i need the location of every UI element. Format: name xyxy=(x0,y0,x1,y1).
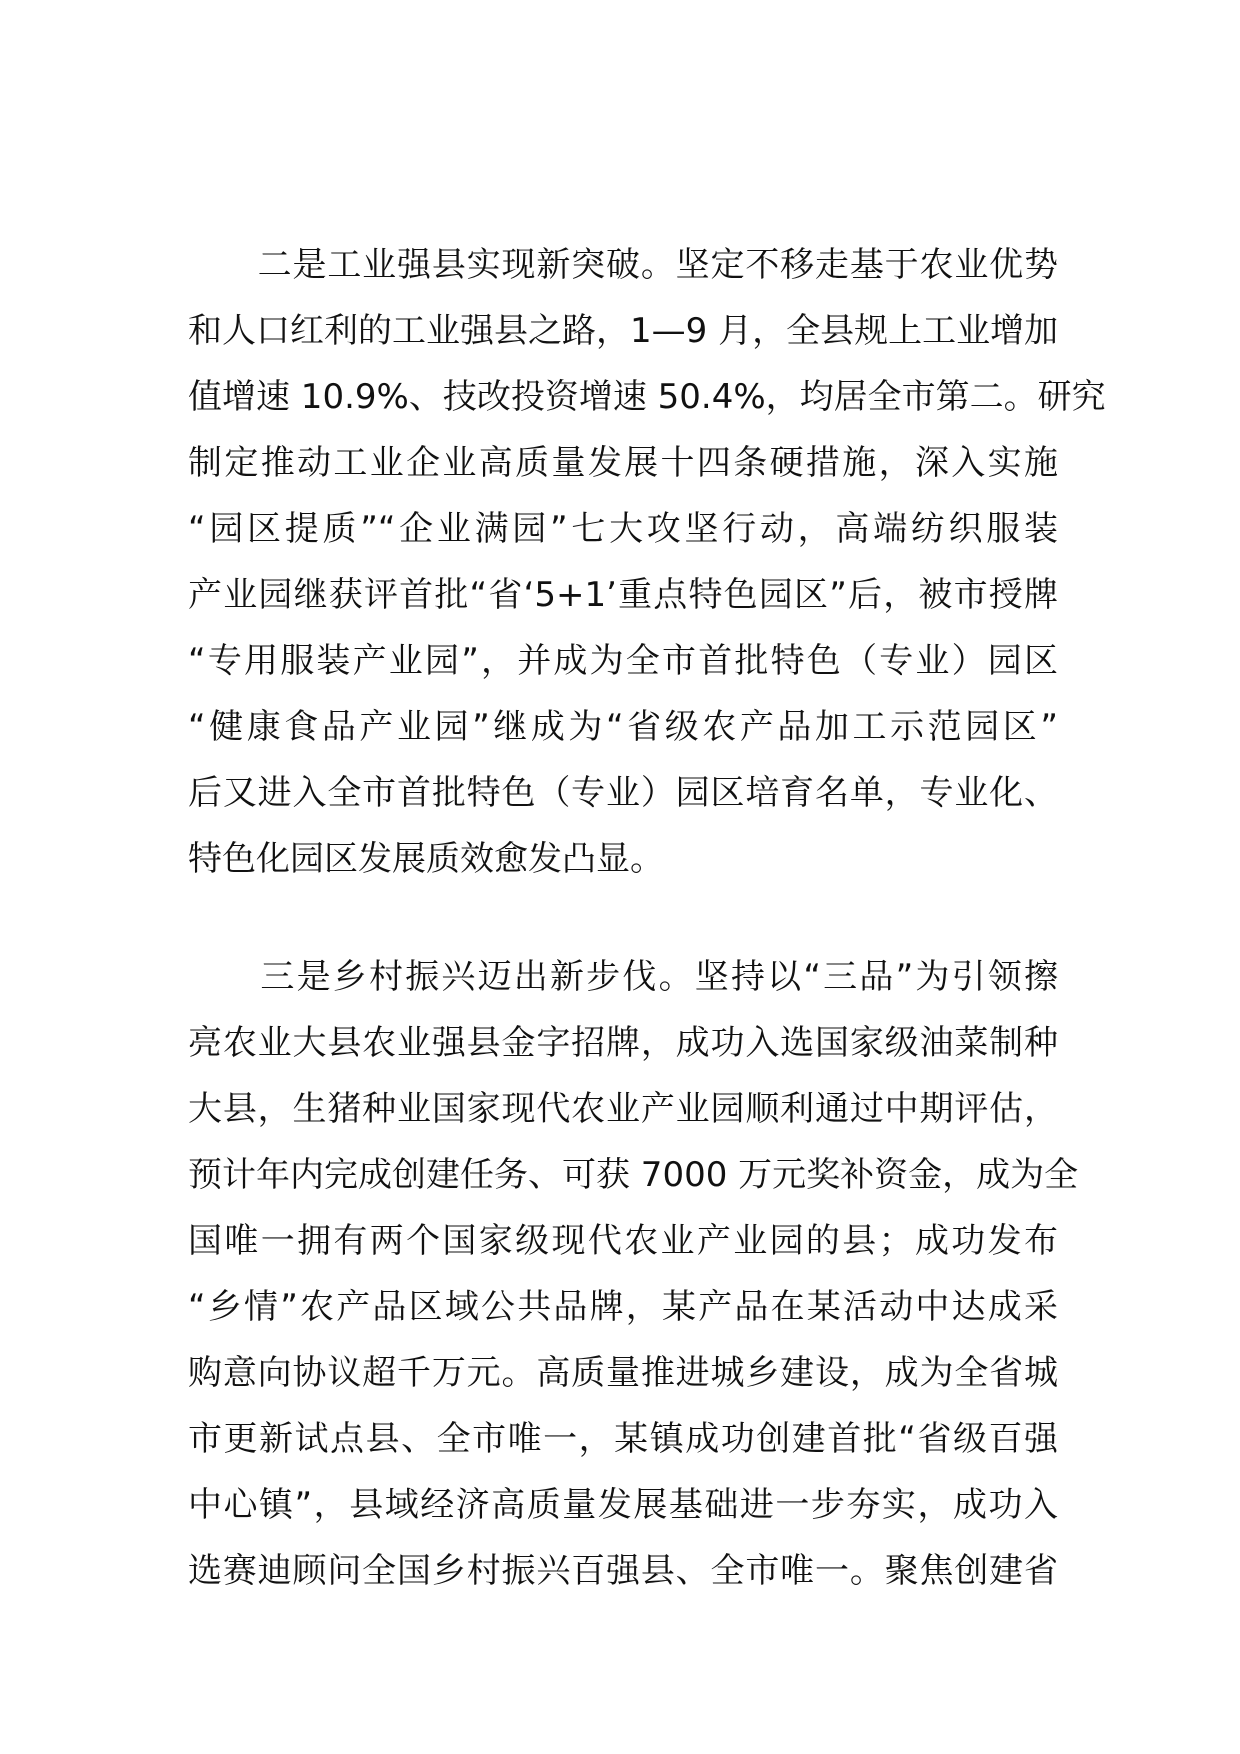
text-line: 预计年内完成创建任务、可获 7000 万元奖补资金，成为全 xyxy=(188,1155,1079,1195)
text-line: 亮农业大县农业强县金字招牌，成功入选国家级油菜制种 xyxy=(188,1023,1058,1063)
text-line: 三是乡村振兴迈出新步伐。坚持以“三品”为引领擦 xyxy=(188,957,1058,997)
paragraph-industry xyxy=(188,232,1106,892)
text-line: “乡情”农产品区域公共品牌，某产品在某活动中达成采 xyxy=(188,1287,1058,1327)
text-line: 值增速 10.9%、技改投资增速 50.4%，均居全市第二。研究 xyxy=(188,377,1106,417)
text-line: “健康食品产业园”继成为“省级农产品加工示范园区” xyxy=(188,707,1058,747)
text-line: 制定推动工业企业高质量发展十四条硬措施，深入实施 xyxy=(188,443,1058,483)
text-line: “专用服装产业园”，并成为全市首批特色（专业）园区 xyxy=(188,641,1058,681)
text-line: 市更新试点县、全市唯一，某镇成功创建首批“省级百强 xyxy=(188,1419,1058,1459)
text-line: “园区提质”“企业满园”七大攻坚行动，高端纺织服装 xyxy=(188,509,1058,549)
text-line: 大县，生猪种业国家现代农业产业园顺利通过中期评估， xyxy=(188,1089,1058,1129)
text-line: 产业园继获评首批“省‘5+1’重点特色园区”后，被市授牌 xyxy=(188,575,1058,615)
paragraph-rural-revitalization xyxy=(188,944,1079,1604)
text-line: 和人口红利的工业强县之路，1—9 月，全县规上工业增加 xyxy=(188,311,1059,351)
text-line: 后又进入全市首批特色（专业）园区培育名单，专业化、 xyxy=(188,773,1058,813)
text-line: 特色化园区发展质效愈发凸显。 xyxy=(188,839,664,879)
text-line: 中心镇”，县域经济高质量发展基础进一步夯实，成功入 xyxy=(188,1485,1058,1525)
text-line: 国唯一拥有两个国家级现代农业产业园的县；成功发布 xyxy=(188,1221,1058,1261)
text-line: 购意向协议超千万元。高质量推进城乡建设，成为全省城 xyxy=(188,1353,1058,1393)
text-line: 选赛迪顾问全国乡村振兴百强县、全市唯一。聚焦创建省 xyxy=(188,1551,1058,1591)
text-line: 二是工业强县实现新突破。坚定不移走基于农业优势 xyxy=(188,245,1058,285)
